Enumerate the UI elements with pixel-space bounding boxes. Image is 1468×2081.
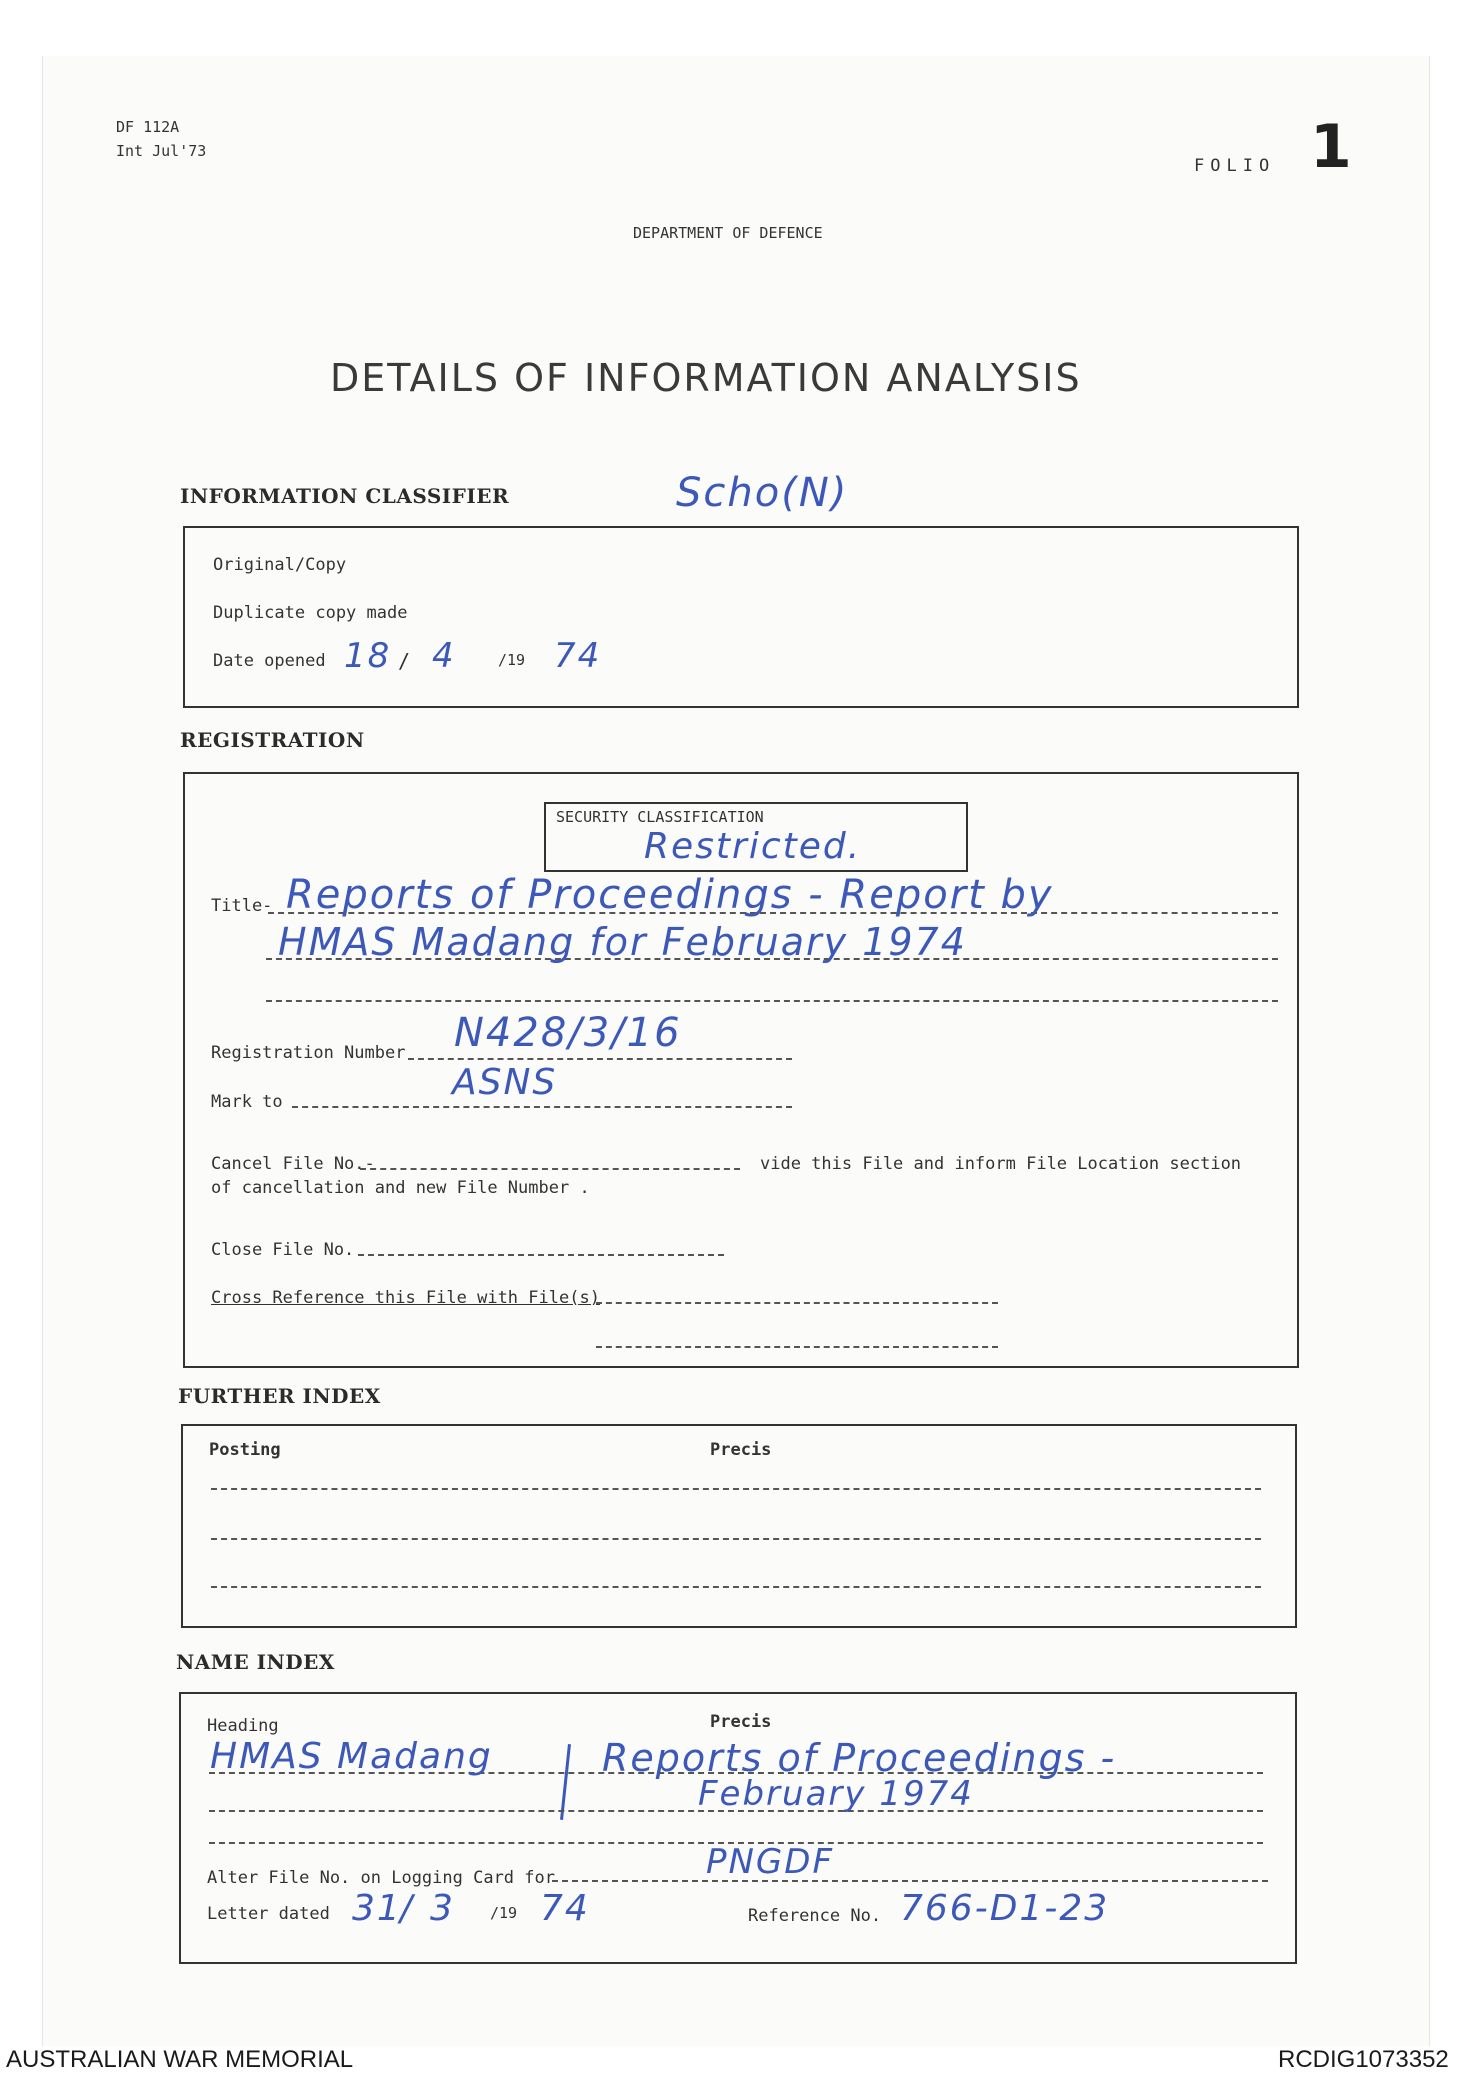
title-line-3 bbox=[266, 1000, 1278, 1002]
letter-dated-label: Letter dated bbox=[207, 1904, 330, 1924]
reference-no-label: Reference No. bbox=[748, 1906, 882, 1926]
letter-dated-sep: / bbox=[400, 1888, 415, 1929]
duplicate-copy-label: Duplicate copy made bbox=[213, 603, 408, 623]
alter-file-label: Alter File No. on Logging Card for bbox=[207, 1868, 555, 1888]
cancel-file-label: Cancel File No.- bbox=[211, 1154, 375, 1174]
close-file-line bbox=[358, 1254, 724, 1256]
mark-to-label: Mark to bbox=[211, 1092, 283, 1112]
name-index-heading: NAME INDEX bbox=[176, 1650, 335, 1674]
further-index-line-3 bbox=[211, 1586, 1261, 1588]
classifier-heading: INFORMATION CLASSIFIER bbox=[180, 484, 510, 508]
posting-label: Posting bbox=[209, 1440, 281, 1460]
date-opened-century: /19 bbox=[498, 651, 526, 669]
cross-reference-line-2 bbox=[596, 1346, 998, 1348]
heading-label: Heading bbox=[207, 1716, 279, 1736]
form-title: DETAILS OF INFORMATION ANALYSIS bbox=[330, 356, 1082, 400]
name-precis-line-2: February 1974 bbox=[698, 1774, 974, 1814]
letter-dated-year: 74 bbox=[540, 1888, 590, 1929]
cancel-file-note: of cancellation and new File Number . bbox=[211, 1178, 590, 1198]
footer-record-id: RCDIG1073352 bbox=[1278, 2046, 1449, 2073]
date-opened-year: 74 bbox=[554, 636, 602, 676]
date-opened-sep: / bbox=[398, 649, 411, 673]
letter-dated-century: /19 bbox=[490, 1904, 518, 1922]
registration-number-line bbox=[408, 1058, 792, 1060]
title-handwritten-line-2: HMAS Madang for February 1974 bbox=[278, 920, 967, 964]
further-index-heading: FURTHER INDEX bbox=[178, 1384, 381, 1408]
registration-heading: REGISTRATION bbox=[180, 728, 365, 752]
further-precis-label: Precis bbox=[710, 1440, 772, 1460]
registration-number-label: Registration Number bbox=[211, 1043, 406, 1063]
title-label: Title- bbox=[211, 896, 273, 916]
further-index-line-2 bbox=[211, 1538, 1261, 1540]
form-code: DF 112A bbox=[116, 118, 180, 136]
name-precis-label: Precis bbox=[710, 1712, 772, 1732]
footer-source: AUSTRALIAN WAR MEMORIAL bbox=[6, 2046, 354, 2073]
registration-number-value: N428/3/16 bbox=[454, 1010, 682, 1056]
mark-to-value: ASNS bbox=[452, 1062, 558, 1103]
folio-label: FOLIO bbox=[1194, 156, 1276, 176]
name-index-box bbox=[179, 1692, 1297, 1964]
name-heading-value: HMAS Madang bbox=[210, 1736, 493, 1777]
letter-dated-day: 31 bbox=[352, 1888, 402, 1929]
date-opened-month: 4 bbox=[432, 636, 456, 676]
reference-no-value: 766-D1-23 bbox=[900, 1888, 1110, 1929]
date-opened-label: Date opened bbox=[213, 651, 326, 671]
folio-number: 1 bbox=[1310, 112, 1352, 182]
department-name: DEPARTMENT OF DEFENCE bbox=[633, 224, 823, 242]
alter-file-value: PNGDF bbox=[706, 1842, 835, 1882]
letter-dated-month: 3 bbox=[430, 1888, 455, 1929]
original-copy-label: Original/Copy bbox=[213, 555, 347, 575]
cross-reference-line-1 bbox=[596, 1302, 998, 1304]
cancel-file-vide-text: vide this File and inform File Location section bbox=[760, 1154, 1242, 1174]
security-classification-value: Restricted. bbox=[644, 826, 862, 867]
security-classification-label: SECURITY CLASSIFICATION bbox=[556, 808, 764, 826]
close-file-label: Close File No. bbox=[211, 1240, 355, 1260]
further-index-line-1 bbox=[211, 1488, 1261, 1490]
mark-to-line bbox=[292, 1106, 792, 1108]
name-precis-line-1: Reports of Proceedings - bbox=[602, 1736, 1117, 1780]
cancel-file-line bbox=[360, 1168, 740, 1170]
alter-file-line bbox=[552, 1880, 1268, 1882]
classifier-handwritten: Scho(N) bbox=[676, 470, 849, 516]
form-issue: Int Jul'73 bbox=[116, 142, 207, 160]
cross-reference-label: Cross Reference this File with File(s) bbox=[211, 1288, 600, 1308]
title-handwritten-line-1: Reports of Proceedings - Report by bbox=[286, 872, 1054, 918]
date-opened-day: 18 bbox=[344, 636, 392, 676]
